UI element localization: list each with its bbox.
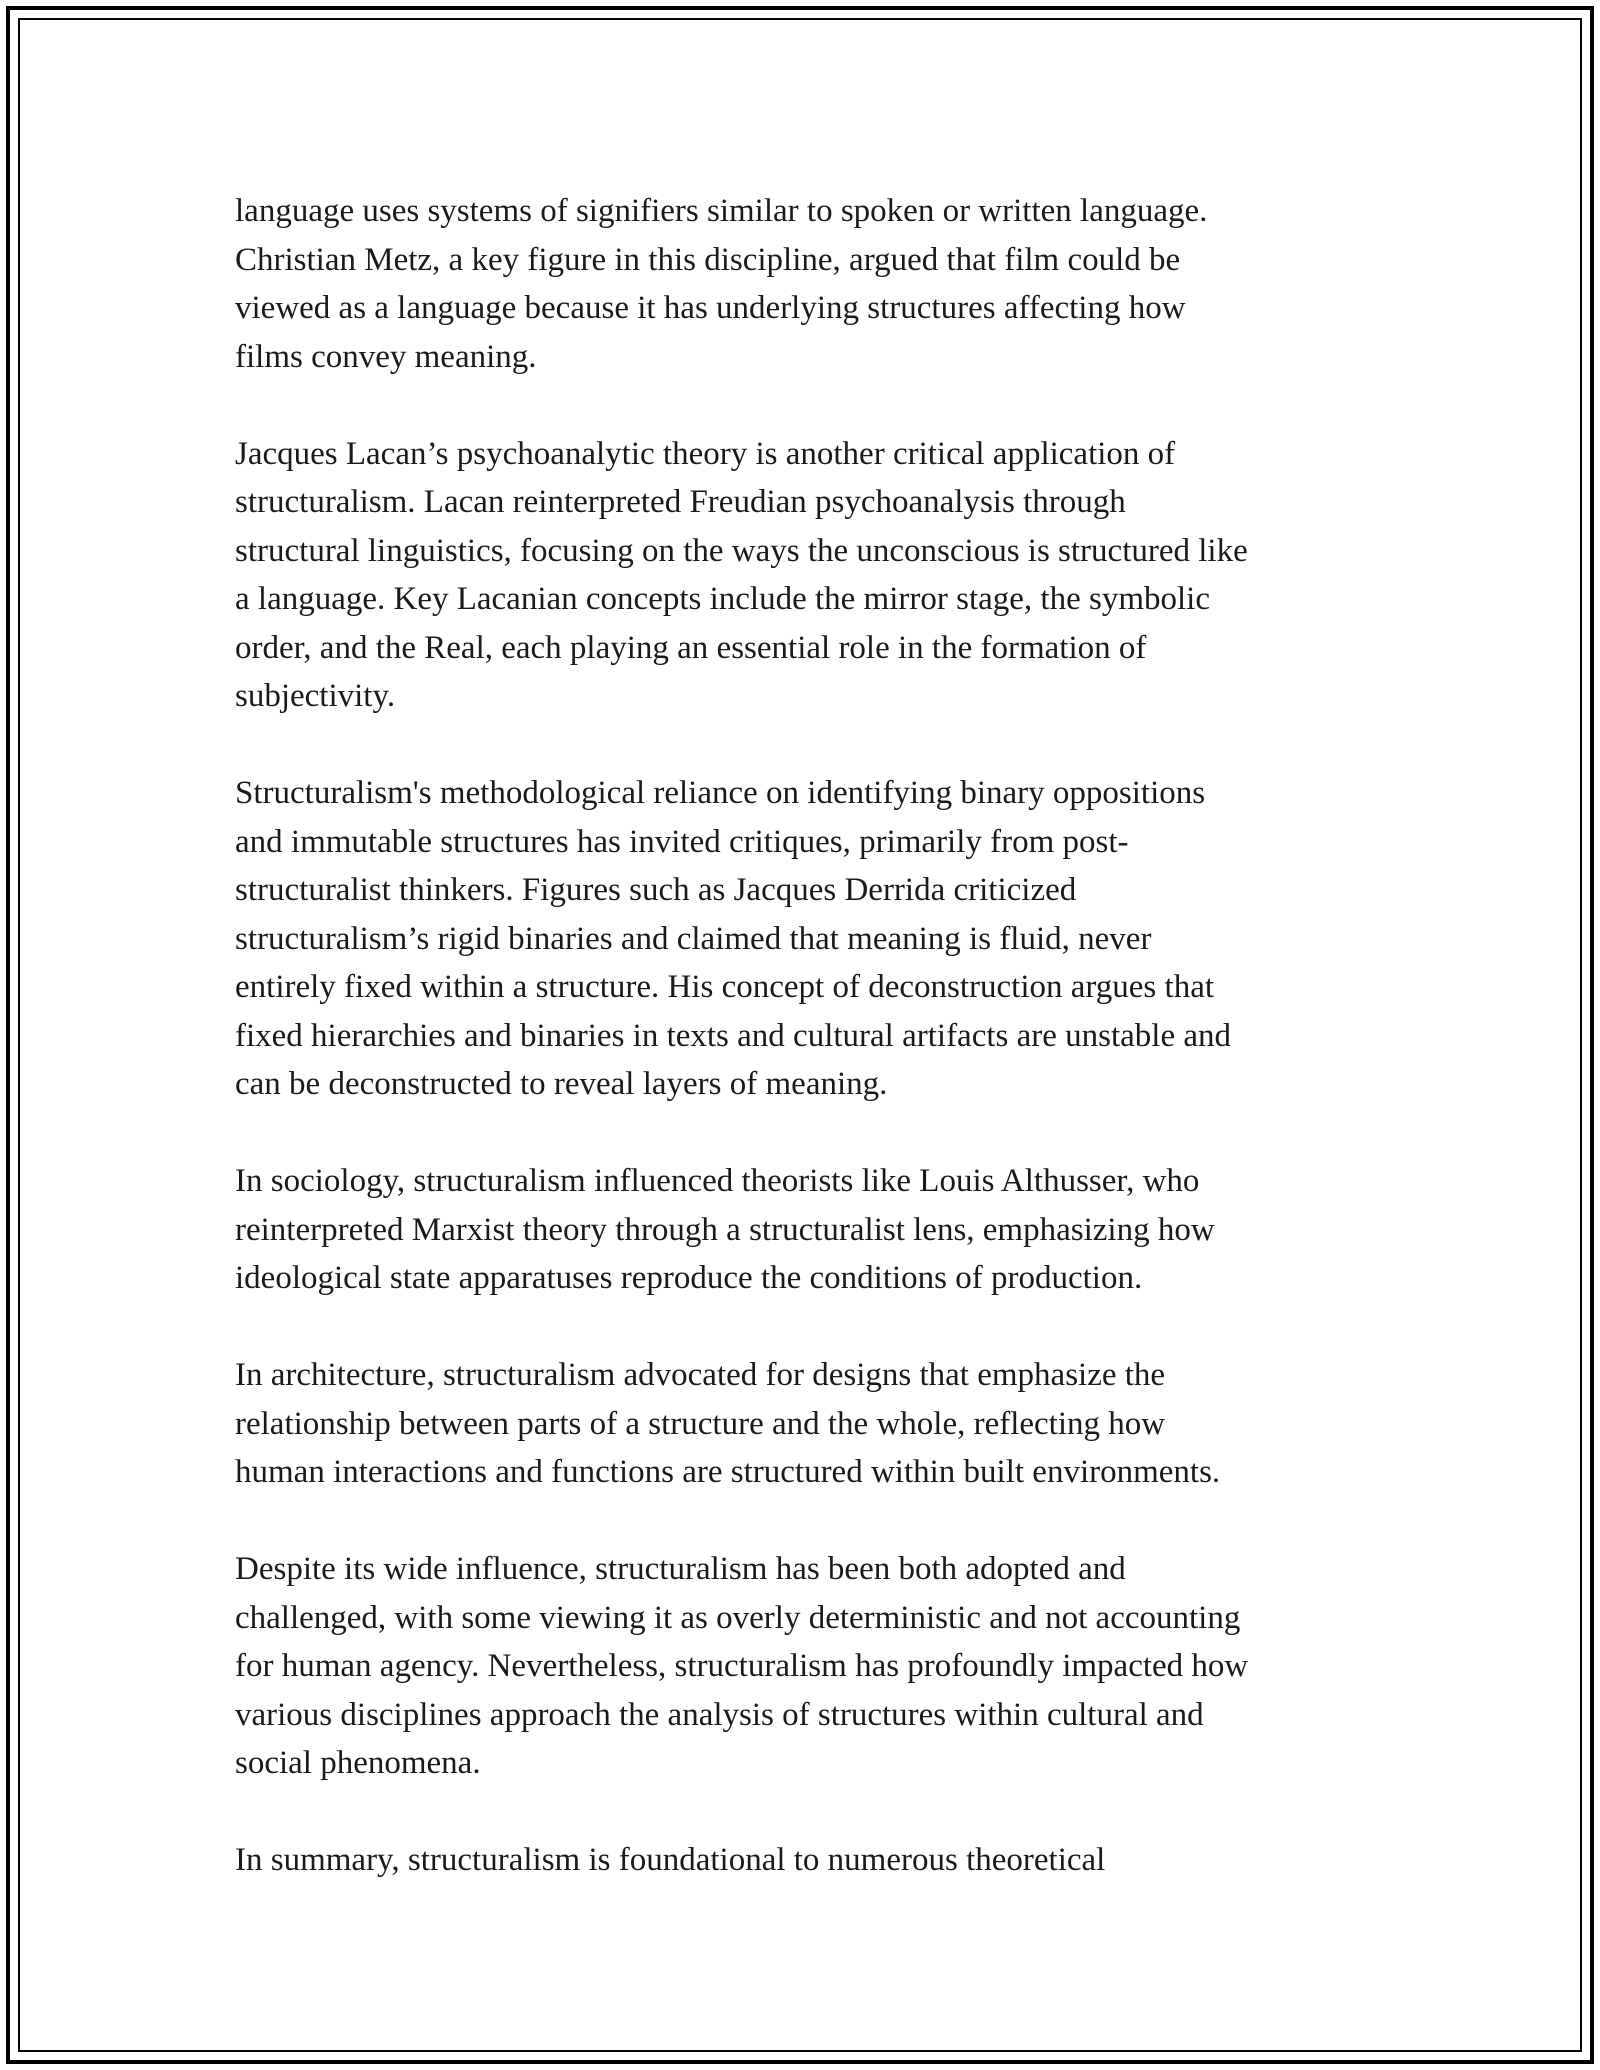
text-line: entirely fixed within a structure. His concept of deconstruction argues that xyxy=(235,969,1215,1005)
text-line: challenged, with some viewing it as overly deterministic and not accounting xyxy=(235,1599,1241,1636)
text-line: reinterpreted Marxist theory through a structuralist lens, emphasizing how xyxy=(235,1211,1215,1248)
text-line: for human agency. Nevertheless, structuralism has profoundly impacted how xyxy=(235,1648,1249,1684)
paragraph-critiques xyxy=(235,769,1370,1109)
text-line: structuralism. Lacan reinterpreted Freudian psychoanalysis through xyxy=(235,484,1126,520)
text-line: In architecture, structuralism advocated for designs that emphasize the xyxy=(235,1357,1166,1393)
text-line: order, and the Real, each playing an essential role in the formation of xyxy=(235,629,1147,666)
text-line: Jacques Lacan’s psychoanalytic theory is another critical application of xyxy=(235,435,1176,472)
text-line: fixed hierarchies and binaries in texts and cultural artifacts are unstable and xyxy=(235,1017,1232,1054)
text-line: viewed as a language because it has underlying structures affecting how xyxy=(235,290,1186,326)
text-line: structuralism’s rigid binaries and claimed that meaning is fluid, never xyxy=(235,920,1152,957)
text-line: films convey meaning. xyxy=(235,338,537,375)
text-line: a language. Key Lacanian concepts include the mirror stage, the symbolic xyxy=(235,581,1210,617)
paragraph-sociology xyxy=(235,1157,1370,1303)
paragraph-influence xyxy=(235,1545,1370,1788)
text-line: human interactions and functions are structured within built environments. xyxy=(235,1454,1221,1490)
paragraph-lacan xyxy=(235,430,1370,721)
paragraph-film-semiotics xyxy=(235,187,1370,381)
paragraph-architecture xyxy=(235,1351,1370,1497)
text-line: relationship between parts of a structure and the whole, reflecting how xyxy=(235,1405,1166,1442)
text-line: Christian Metz, a key figure in this discipline, argued that film could be xyxy=(235,241,1181,278)
text-line: ideological state apparatuses reproduce the conditions of production. xyxy=(235,1260,1143,1296)
text-line: structuralist thinkers. Figures such as Jacques Derrida criticized xyxy=(235,872,1077,908)
text-line: social phenomena. xyxy=(235,1745,481,1781)
text-line: In summary, structuralism is foundational to numerous theoretical xyxy=(235,1842,1106,1878)
text-line: In sociology, structuralism influenced theorists like Louis Althusser, who xyxy=(235,1163,1200,1199)
text-line: and immutable structures has invited critiques, primarily from post- xyxy=(235,823,1129,860)
text-line: various disciplines approach the analysis of structures within cultural and xyxy=(235,1696,1204,1733)
text-line: structural linguistics, focusing on the ways the unconscious is structured like xyxy=(235,532,1248,569)
text-line: Despite its wide influence, structuralism has been both adopted and xyxy=(235,1551,1126,1587)
text-line: language uses systems of signifiers similar to spoken or written language. xyxy=(235,193,1208,229)
text-line: subjectivity. xyxy=(235,678,396,714)
text-line: Structuralism's methodological reliance on identifying binary oppositions xyxy=(235,775,1206,811)
text-line: can be deconstructed to reveal layers of meaning. xyxy=(235,1066,888,1102)
paragraph-summary xyxy=(235,1836,1370,1885)
document-body xyxy=(235,187,1370,1933)
